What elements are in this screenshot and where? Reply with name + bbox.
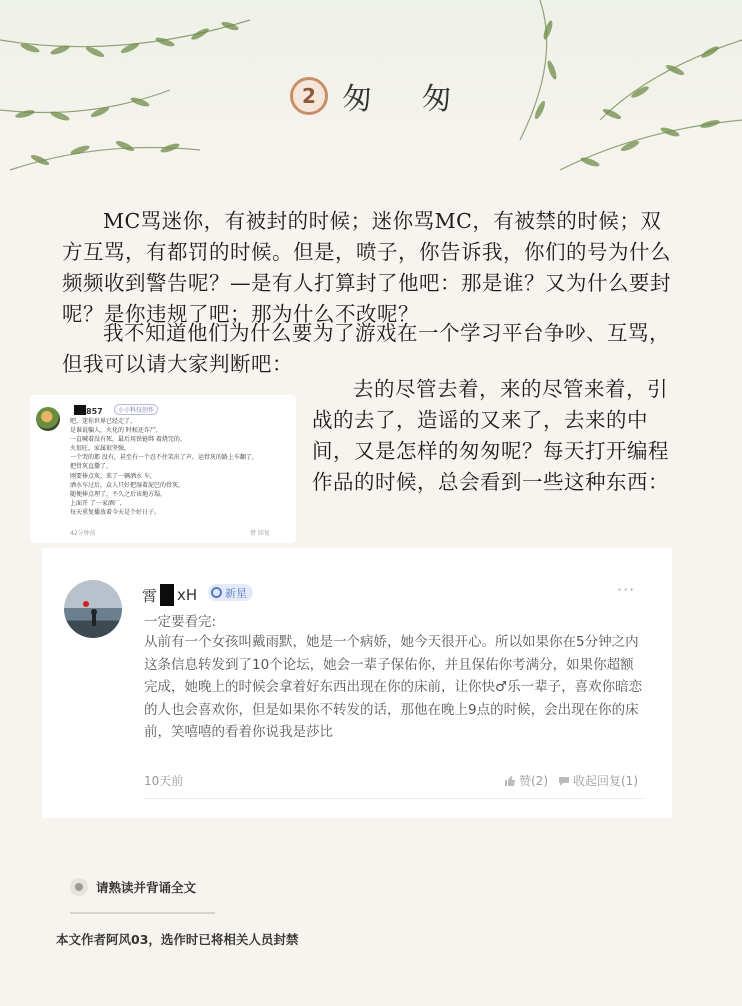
comment-line: 上面开 了一家酒厂， xyxy=(70,499,126,507)
divider xyxy=(70,912,215,914)
comment-line: 刚要捧点灰，来了一辆洒水 车， xyxy=(70,472,156,480)
comment-body: 从前有一个女孩叫戴雨默，她是一个病娇，她今天很开心。所以如果你在5分钟之内这条信息转发到了10个论坛，她会一辈子保佑你，并且保佑你考满分，如果你超额完成，她晚上的时候会拿着好东西出现在你的床前，让你快♂乐一辈子，喜欢你暗恋的人也会喜欢你，但是如果你不转发的话，那他在晚上9点的时候，会出现在你的床前，笑嘻嘻的看着你说我是莎比 xyxy=(144,634,643,740)
collapse-replies-button[interactable]: 收起回复(1) xyxy=(558,772,638,789)
avatar[interactable] xyxy=(64,580,122,638)
essay-paragraph-1: MC骂迷你，有被封的时候；迷你骂MC，有被禁的时候；双方互骂，有都罚的时候。但是，喷子，你告诉我，你们的号为什么频频收到警告呢？—是有人打算封了他吧：那是谁？又为什么要封呢？是你违规了吧；那为什么不改呢？ xyxy=(62,209,671,326)
user-level-badge: 新星 xyxy=(208,584,253,601)
user-badge: 小小科技创作 xyxy=(114,404,158,415)
comment-screenshot-large xyxy=(42,548,672,818)
comment-line: 每天重复播放着今天是个好日子。 xyxy=(70,508,161,516)
comment-line: 吧，迷你世界已经走了， xyxy=(70,418,137,425)
redaction-block xyxy=(74,405,86,415)
lesson-title-text: 匆 匆 xyxy=(342,82,472,117)
comment-screenshot-small xyxy=(30,395,296,543)
essay-paragraph-2: 我不知道他们为什么要为了游戏在一个学习平台争吵、互骂，但我可以请大家判断吧： xyxy=(62,321,670,376)
avatar xyxy=(36,407,60,431)
comment-line: 一个哭的都 没有，甚至有一个忍不住笑出了声。运骨灰的路上车翻了， xyxy=(70,454,258,462)
comment-timestamp: 10天前 xyxy=(144,774,184,788)
comment-username: 857 xyxy=(74,405,103,416)
divider xyxy=(144,798,644,799)
comment-line: 火很旺，家属很坚强， xyxy=(70,445,131,453)
redaction-block xyxy=(160,584,174,606)
chat-bubble-icon xyxy=(558,775,570,787)
comment-line: 是谁说骗人，火化的 时候还诈尸， xyxy=(70,427,162,435)
comment-body xyxy=(70,417,290,517)
comment-lead: 一定要看完: xyxy=(144,614,217,630)
task-prompt: 请熟读并背诵全文 xyxy=(70,876,196,898)
like-button[interactable]: 赞(2) xyxy=(504,772,548,789)
comment-line: 洒水车过后，众人只好把湿着泥巴的骨灰， xyxy=(70,481,185,489)
task-bullet-icon xyxy=(70,878,88,896)
badge-icon xyxy=(211,587,222,598)
thumbs-up-icon xyxy=(504,775,516,787)
comment-line: 随便捧点埋了，不久之后该地方塌， xyxy=(70,490,167,498)
comment-line: 一直喊着没有死，最后用铁链绑 着烧完的。 xyxy=(70,436,186,444)
comment-line: 把骨灰直撒了， xyxy=(70,463,113,471)
comment-timestamp: 42分钟前 xyxy=(70,530,96,537)
more-options-icon[interactable]: ··· xyxy=(617,580,636,599)
footer-note: 本文作者阿风03，选作时已将相关人员封禁 xyxy=(56,932,299,947)
comment-actions[interactable]: 赞 回复 xyxy=(250,530,270,537)
essay-paragraph-3: 去的尽管去着，来的尽管来着，引战的去了，造谣的又来了，去来的中间，又是怎样的匆匆呢？每天打开编程作品的时候，总会看到一些这种东西： xyxy=(312,377,669,494)
comment-username[interactable]: 霄 xH xyxy=(142,586,198,605)
lesson-title xyxy=(290,74,472,118)
lesson-number-badge: 2 xyxy=(290,77,328,115)
avatar-photo-icon xyxy=(64,580,122,638)
